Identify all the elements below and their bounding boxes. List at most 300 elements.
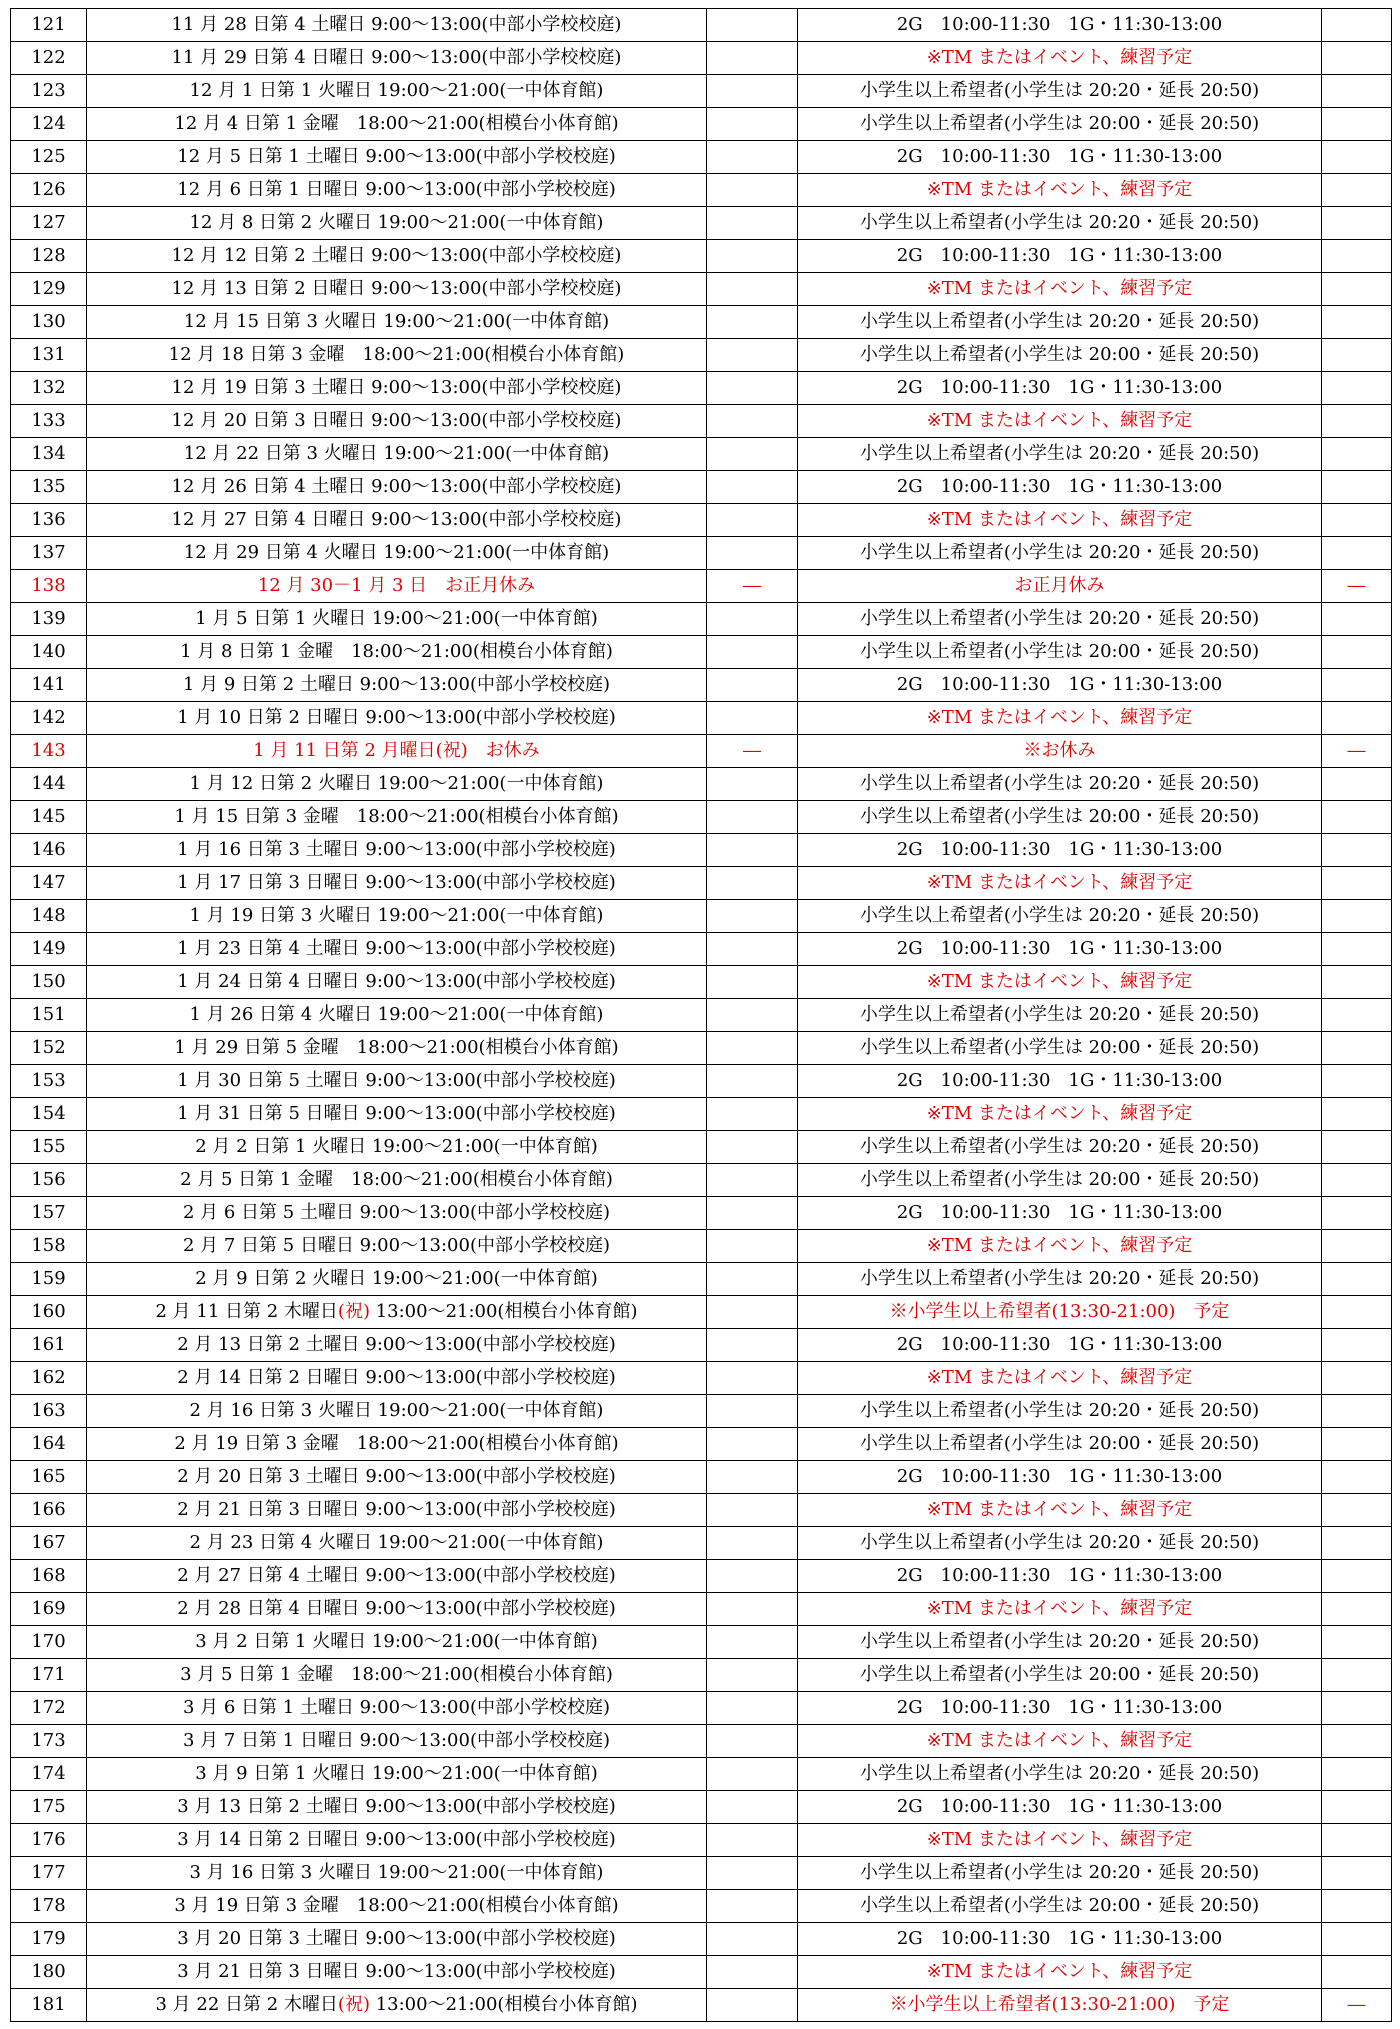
status-mark-cell: [707, 306, 798, 339]
end-mark-cell: [1322, 768, 1392, 801]
status-mark-cell: [707, 1857, 798, 1890]
note-cell: ※TM またはイベント、練習予定: [798, 1098, 1322, 1131]
table-row: [11, 42, 1392, 75]
end-mark-cell: [1322, 1329, 1392, 1362]
table-row: [11, 1131, 1392, 1164]
row-number: 172: [11, 1692, 87, 1725]
date-cell: 12 月 8 日第 2 火曜日 19:00～21:00(一中体育館): [87, 207, 707, 240]
table-row: [11, 174, 1392, 207]
row-number: 178: [11, 1890, 87, 1923]
table-row: [11, 1659, 1392, 1692]
date-cell: 2 月 16 日第 3 火曜日 19:00～21:00(一中体育館): [87, 1395, 707, 1428]
status-mark-cell: [707, 1956, 798, 1989]
end-mark-cell: [1322, 867, 1392, 900]
end-mark-cell: [1322, 1857, 1392, 1890]
note-cell: お正月休み: [798, 570, 1322, 603]
note-cell: 小学生以上希望者(小学生は 20:00・延長 20:50): [798, 1164, 1322, 1197]
note-cell: ※TM またはイベント、練習予定: [798, 966, 1322, 999]
date-cell: 3 月 14 日第 2 日曜日 9:00～13:00(中部小学校校庭): [87, 1824, 707, 1857]
status-mark-cell: [707, 1989, 798, 2022]
note-cell: 小学生以上希望者(小学生は 20:00・延長 20:50): [798, 636, 1322, 669]
row-number: 181: [11, 1989, 87, 2022]
table-row: [11, 405, 1392, 438]
table-row: [11, 1626, 1392, 1659]
row-number: 160: [11, 1296, 87, 1329]
date-cell: 1 月 15 日第 3 金曜 18:00～21:00(相模台小体育館): [87, 801, 707, 834]
end-mark-cell: [1322, 108, 1392, 141]
row-number: 131: [11, 339, 87, 372]
table-row: [11, 75, 1392, 108]
status-mark-cell: [707, 1428, 798, 1461]
status-mark-cell: [707, 900, 798, 933]
end-mark-cell: [1322, 306, 1392, 339]
table-row: [11, 1593, 1392, 1626]
date-cell: 3 月 9 日第 1 火曜日 19:00～21:00(一中体育館): [87, 1758, 707, 1791]
note-cell: ※TM またはイベント、練習予定: [798, 1494, 1322, 1527]
note-cell: 小学生以上希望者(小学生は 20:00・延長 20:50): [798, 801, 1322, 834]
date-cell: 2 月 20 日第 3 土曜日 9:00～13:00(中部小学校校庭): [87, 1461, 707, 1494]
date-cell: 12 月 15 日第 3 火曜日 19:00～21:00(一中体育館): [87, 306, 707, 339]
table-row: [11, 867, 1392, 900]
table-row: [11, 207, 1392, 240]
status-mark-cell: [707, 1098, 798, 1131]
row-number: 154: [11, 1098, 87, 1131]
end-mark-cell: [1322, 1296, 1392, 1329]
end-mark-cell: [1322, 537, 1392, 570]
status-mark-cell: [707, 603, 798, 636]
status-mark-cell: [707, 141, 798, 174]
end-mark-cell: [1322, 9, 1392, 42]
end-mark-cell: [1322, 1824, 1392, 1857]
end-mark-cell: [1322, 207, 1392, 240]
note-cell: ※TM またはイベント、練習予定: [798, 702, 1322, 735]
date-cell: 2 月 14 日第 2 日曜日 9:00～13:00(中部小学校校庭): [87, 1362, 707, 1395]
end-mark-cell: [1322, 471, 1392, 504]
status-mark-cell: [707, 1230, 798, 1263]
end-mark-cell: [1322, 1428, 1392, 1461]
table-row: [11, 537, 1392, 570]
note-cell: 2G 10:00-11:30 1G・11:30-13:00: [798, 1923, 1322, 1956]
date-cell: 12 月 19 日第 3 土曜日 9:00～13:00(中部小学校校庭): [87, 372, 707, 405]
table-row: [11, 702, 1392, 735]
status-mark-cell: [707, 834, 798, 867]
note-cell: 小学生以上希望者(小学生は 20:20・延長 20:50): [798, 1263, 1322, 1296]
end-mark-cell: [1322, 1494, 1392, 1527]
row-number: 132: [11, 372, 87, 405]
status-mark-cell: [707, 1362, 798, 1395]
status-mark-cell: [707, 108, 798, 141]
table-row: [11, 1725, 1392, 1758]
date-cell: 12 月 1 日第 1 火曜日 19:00～21:00(一中体育館): [87, 75, 707, 108]
note-cell: ※TM またはイベント、練習予定: [798, 1362, 1322, 1395]
end-mark-cell: [1322, 1032, 1392, 1065]
date-cell: 1 月 26 日第 4 火曜日 19:00～21:00(一中体育館): [87, 999, 707, 1032]
row-number: 156: [11, 1164, 87, 1197]
table-row: [11, 1296, 1392, 1329]
note-cell: 小学生以上希望者(小学生は 20:00・延長 20:50): [798, 108, 1322, 141]
row-number: 134: [11, 438, 87, 471]
status-mark-cell: [707, 537, 798, 570]
row-number: 146: [11, 834, 87, 867]
row-number: 159: [11, 1263, 87, 1296]
table-row: [11, 1197, 1392, 1230]
row-number: 128: [11, 240, 87, 273]
table-row: [11, 273, 1392, 306]
date-cell: 1 月 30 日第 5 土曜日 9:00～13:00(中部小学校校庭): [87, 1065, 707, 1098]
holiday-mark: (祝): [337, 1994, 370, 2015]
note-cell: ※TM またはイベント、練習予定: [798, 42, 1322, 75]
end-mark-cell: [1322, 933, 1392, 966]
table-row: [11, 1824, 1392, 1857]
row-number: 174: [11, 1758, 87, 1791]
table-row: [11, 1560, 1392, 1593]
end-mark-cell: [1322, 1725, 1392, 1758]
end-mark-cell: ―: [1322, 1989, 1392, 2022]
date-cell: 2 月 9 日第 2 火曜日 19:00～21:00(一中体育館): [87, 1263, 707, 1296]
note-cell: ※TM またはイベント、練習予定: [798, 1593, 1322, 1626]
date-cell: 1 月 9 日第 2 土曜日 9:00～13:00(中部小学校校庭): [87, 669, 707, 702]
table-row: [11, 1065, 1392, 1098]
row-number: 176: [11, 1824, 87, 1857]
end-mark-cell: [1322, 1890, 1392, 1923]
date-cell: 12 月 13 日第 2 日曜日 9:00～13:00(中部小学校校庭): [87, 273, 707, 306]
end-mark-cell: [1322, 702, 1392, 735]
status-mark-cell: [707, 1593, 798, 1626]
table-row: [11, 438, 1392, 471]
status-mark-cell: [707, 1197, 798, 1230]
end-mark-cell: [1322, 1560, 1392, 1593]
date-cell: 2 月 19 日第 3 金曜 18:00～21:00(相模台小体育館): [87, 1428, 707, 1461]
date-cell: 3 月 7 日第 1 日曜日 9:00～13:00(中部小学校校庭): [87, 1725, 707, 1758]
row-number: 133: [11, 405, 87, 438]
note-cell: ※TM またはイベント、練習予定: [798, 504, 1322, 537]
date-cell: 1 月 10 日第 2 日曜日 9:00～13:00(中部小学校校庭): [87, 702, 707, 735]
row-number: 175: [11, 1791, 87, 1824]
row-number: 137: [11, 537, 87, 570]
table-row: [11, 372, 1392, 405]
table-row: [11, 1230, 1392, 1263]
end-mark-cell: [1322, 1956, 1392, 1989]
row-number: 138: [11, 570, 87, 603]
schedule-table: [10, 8, 1392, 2022]
note-cell: 2G 10:00-11:30 1G・11:30-13:00: [798, 471, 1322, 504]
row-number: 161: [11, 1329, 87, 1362]
date-cell: 2 月 13 日第 2 土曜日 9:00～13:00(中部小学校校庭): [87, 1329, 707, 1362]
end-mark-cell: [1322, 1923, 1392, 1956]
row-number: 140: [11, 636, 87, 669]
end-mark-cell: ―: [1322, 570, 1392, 603]
status-mark-cell: [707, 1329, 798, 1362]
row-number: 139: [11, 603, 87, 636]
note-cell: 2G 10:00-11:30 1G・11:30-13:00: [798, 1791, 1322, 1824]
holiday-mark: (祝): [337, 1301, 370, 1322]
row-number: 135: [11, 471, 87, 504]
row-number: 157: [11, 1197, 87, 1230]
row-number: 166: [11, 1494, 87, 1527]
status-mark-cell: [707, 339, 798, 372]
end-mark-cell: [1322, 1131, 1392, 1164]
status-mark-cell: [707, 702, 798, 735]
row-number: 121: [11, 9, 87, 42]
date-cell: 2 月 2 日第 1 火曜日 19:00～21:00(一中体育館): [87, 1131, 707, 1164]
table-row: [11, 1956, 1392, 1989]
date-cell: 12 月 4 日第 1 金曜 18:00～21:00(相模台小体育館): [87, 108, 707, 141]
date-cell: 1 月 12 日第 2 火曜日 19:00～21:00(一中体育館): [87, 768, 707, 801]
row-number: 130: [11, 306, 87, 339]
table-row: [11, 1461, 1392, 1494]
date-cell: 3 月 21 日第 3 日曜日 9:00～13:00(中部小学校校庭): [87, 1956, 707, 1989]
status-mark-cell: [707, 240, 798, 273]
status-mark-cell: [707, 1791, 798, 1824]
status-mark-cell: [707, 636, 798, 669]
row-number: 123: [11, 75, 87, 108]
end-mark-cell: [1322, 669, 1392, 702]
row-number: 124: [11, 108, 87, 141]
date-cell: 11 月 28 日第 4 土曜日 9:00～13:00(中部小学校校庭): [87, 9, 707, 42]
note-cell: 小学生以上希望者(小学生は 20:20・延長 20:50): [798, 75, 1322, 108]
row-number: 152: [11, 1032, 87, 1065]
date-cell: 1 月 31 日第 5 日曜日 9:00～13:00(中部小学校校庭): [87, 1098, 707, 1131]
date-cell: 2 月 27 日第 4 土曜日 9:00～13:00(中部小学校校庭): [87, 1560, 707, 1593]
row-number: 168: [11, 1560, 87, 1593]
row-number: 127: [11, 207, 87, 240]
end-mark-cell: [1322, 1527, 1392, 1560]
end-mark-cell: [1322, 1263, 1392, 1296]
date-cell: 12 月 22 日第 3 火曜日 19:00～21:00(一中体育館): [87, 438, 707, 471]
date-cell: 3 月 16 日第 3 火曜日 19:00～21:00(一中体育館): [87, 1857, 707, 1890]
table-row: [11, 1494, 1392, 1527]
status-mark-cell: [707, 1626, 798, 1659]
status-mark-cell: [707, 1824, 798, 1857]
row-number: 169: [11, 1593, 87, 1626]
note-cell: 小学生以上希望者(小学生は 20:20・延長 20:50): [798, 1758, 1322, 1791]
table-row: [11, 1032, 1392, 1065]
status-mark-cell: [707, 9, 798, 42]
note-cell: 小学生以上希望者(小学生は 20:00・延長 20:50): [798, 1428, 1322, 1461]
note-cell: ※お休み: [798, 735, 1322, 768]
row-number: 122: [11, 42, 87, 75]
end-mark-cell: [1322, 372, 1392, 405]
end-mark-cell: [1322, 999, 1392, 1032]
note-cell: 2G 10:00-11:30 1G・11:30-13:00: [798, 933, 1322, 966]
table-row: [11, 306, 1392, 339]
note-cell: 2G 10:00-11:30 1G・11:30-13:00: [798, 240, 1322, 273]
note-cell: 2G 10:00-11:30 1G・11:30-13:00: [798, 372, 1322, 405]
status-mark-cell: [707, 42, 798, 75]
note-cell: ※TM またはイベント、練習予定: [798, 867, 1322, 900]
table-row: [11, 570, 1392, 603]
note-cell: 2G 10:00-11:30 1G・11:30-13:00: [798, 9, 1322, 42]
note-cell: 2G 10:00-11:30 1G・11:30-13:00: [798, 1197, 1322, 1230]
status-mark-cell: [707, 1263, 798, 1296]
status-mark-cell: ―: [707, 735, 798, 768]
status-mark-cell: [707, 1131, 798, 1164]
row-number: 180: [11, 1956, 87, 1989]
end-mark-cell: [1322, 339, 1392, 372]
status-mark-cell: [707, 1527, 798, 1560]
row-number: 155: [11, 1131, 87, 1164]
note-cell: 2G 10:00-11:30 1G・11:30-13:00: [798, 1692, 1322, 1725]
date-cell: 12 月 29 日第 4 火曜日 19:00～21:00(一中体育館): [87, 537, 707, 570]
note-cell: 2G 10:00-11:30 1G・11:30-13:00: [798, 834, 1322, 867]
note-cell: 小学生以上希望者(小学生は 20:20・延長 20:50): [798, 999, 1322, 1032]
date-cell: 12 月 26 日第 4 土曜日 9:00～13:00(中部小学校校庭): [87, 471, 707, 504]
table-row: [11, 669, 1392, 702]
status-mark-cell: [707, 999, 798, 1032]
date-cell: 11 月 29 日第 4 日曜日 9:00～13:00(中部小学校校庭): [87, 42, 707, 75]
table-row: [11, 1923, 1392, 1956]
row-number: 151: [11, 999, 87, 1032]
date-text: 3 月 22 日第 2 木曜日: [155, 1994, 338, 2015]
table-row: [11, 504, 1392, 537]
note-cell: 2G 10:00-11:30 1G・11:30-13:00: [798, 1461, 1322, 1494]
table-row: [11, 834, 1392, 867]
table-row: [11, 636, 1392, 669]
note-cell: ※小学生以上希望者(13:30-21:00) 予定: [798, 1296, 1322, 1329]
date-cell: 1 月 23 日第 4 土曜日 9:00～13:00(中部小学校校庭): [87, 933, 707, 966]
date-cell: 12 月 18 日第 3 金曜 18:00～21:00(相模台小体育館): [87, 339, 707, 372]
status-mark-cell: [707, 1758, 798, 1791]
status-mark-cell: [707, 207, 798, 240]
date-cell: 1 月 16 日第 3 土曜日 9:00～13:00(中部小学校校庭): [87, 834, 707, 867]
table-row: [11, 1857, 1392, 1890]
row-number: 136: [11, 504, 87, 537]
row-number: 142: [11, 702, 87, 735]
date-cell: 3 月 2 日第 1 火曜日 19:00～21:00(一中体育館): [87, 1626, 707, 1659]
note-cell: ※小学生以上希望者(13:30-21:00) 予定: [798, 1989, 1322, 2022]
date-cell: 2 月 23 日第 4 火曜日 19:00～21:00(一中体育館): [87, 1527, 707, 1560]
end-mark-cell: [1322, 504, 1392, 537]
table-row: [11, 1263, 1392, 1296]
row-number: 177: [11, 1857, 87, 1890]
status-mark-cell: [707, 405, 798, 438]
status-mark-cell: [707, 1692, 798, 1725]
table-row: [11, 801, 1392, 834]
status-mark-cell: [707, 1560, 798, 1593]
note-cell: ※TM またはイベント、練習予定: [798, 1230, 1322, 1263]
row-number: 129: [11, 273, 87, 306]
date-cell: 12 月 12 日第 2 土曜日 9:00～13:00(中部小学校校庭): [87, 240, 707, 273]
end-mark-cell: [1322, 966, 1392, 999]
date-cell: 3 月 5 日第 1 金曜 18:00～21:00(相模台小体育館): [87, 1659, 707, 1692]
note-cell: ※TM またはイベント、練習予定: [798, 1956, 1322, 1989]
row-number: 162: [11, 1362, 87, 1395]
row-number: 149: [11, 933, 87, 966]
date-cell: 2 月 6 日第 5 土曜日 9:00～13:00(中部小学校校庭): [87, 1197, 707, 1230]
end-mark-cell: [1322, 1164, 1392, 1197]
row-number: 145: [11, 801, 87, 834]
table-row: [11, 1527, 1392, 1560]
date-cell: 3 月 6 日第 1 土曜日 9:00～13:00(中部小学校校庭): [87, 1692, 707, 1725]
status-mark-cell: [707, 1461, 798, 1494]
table-row: [11, 108, 1392, 141]
note-cell: 小学生以上希望者(小学生は 20:20・延長 20:50): [798, 1626, 1322, 1659]
status-mark-cell: [707, 966, 798, 999]
date-cell: 1 月 8 日第 1 金曜 18:00～21:00(相模台小体育館): [87, 636, 707, 669]
table-row: [11, 900, 1392, 933]
end-mark-cell: [1322, 1395, 1392, 1428]
note-cell: 2G 10:00-11:30 1G・11:30-13:00: [798, 141, 1322, 174]
end-mark-cell: [1322, 1791, 1392, 1824]
end-mark-cell: [1322, 900, 1392, 933]
status-mark-cell: [707, 669, 798, 702]
status-mark-cell: [707, 933, 798, 966]
table-row: [11, 240, 1392, 273]
table-row: [11, 966, 1392, 999]
note-cell: 小学生以上希望者(小学生は 20:20・延長 20:50): [798, 768, 1322, 801]
status-mark-cell: [707, 1659, 798, 1692]
table-row: [11, 141, 1392, 174]
date-cell: 3 月 13 日第 2 土曜日 9:00～13:00(中部小学校校庭): [87, 1791, 707, 1824]
table-row: [11, 339, 1392, 372]
row-number: 144: [11, 768, 87, 801]
end-mark-cell: [1322, 1230, 1392, 1263]
date-cell: 1 月 29 日第 5 金曜 18:00～21:00(相模台小体育館): [87, 1032, 707, 1065]
date-cell: 12 月 20 日第 3 日曜日 9:00～13:00(中部小学校校庭): [87, 405, 707, 438]
status-mark-cell: [707, 75, 798, 108]
note-cell: 2G 10:00-11:30 1G・11:30-13:00: [798, 1329, 1322, 1362]
row-number: 163: [11, 1395, 87, 1428]
table-row: [11, 1989, 1392, 2022]
date-cell: 2 月 7 日第 5 日曜日 9:00～13:00(中部小学校校庭): [87, 1230, 707, 1263]
status-mark-cell: [707, 174, 798, 207]
note-cell: 小学生以上希望者(小学生は 20:20・延長 20:50): [798, 900, 1322, 933]
row-number: 141: [11, 669, 87, 702]
table-row: [11, 1164, 1392, 1197]
table-row: [11, 1758, 1392, 1791]
note-cell: 小学生以上希望者(小学生は 20:00・延長 20:50): [798, 1890, 1322, 1923]
note-cell: ※TM またはイベント、練習予定: [798, 273, 1322, 306]
table-row: [11, 1395, 1392, 1428]
end-mark-cell: [1322, 405, 1392, 438]
table-row: [11, 1890, 1392, 1923]
date-cell: 1 月 19 日第 3 火曜日 19:00～21:00(一中体育館): [87, 900, 707, 933]
date-cell: 12 月 27 日第 4 日曜日 9:00～13:00(中部小学校校庭): [87, 504, 707, 537]
status-mark-cell: [707, 438, 798, 471]
row-number: 158: [11, 1230, 87, 1263]
note-cell: 2G 10:00-11:30 1G・11:30-13:00: [798, 1560, 1322, 1593]
note-cell: 2G 10:00-11:30 1G・11:30-13:00: [798, 1065, 1322, 1098]
end-mark-cell: [1322, 240, 1392, 273]
status-mark-cell: [707, 1395, 798, 1428]
end-mark-cell: [1322, 1593, 1392, 1626]
status-mark-cell: [707, 1296, 798, 1329]
table-row: [11, 1692, 1392, 1725]
end-mark-cell: [1322, 636, 1392, 669]
note-cell: ※TM またはイベント、練習予定: [798, 1824, 1322, 1857]
status-mark-cell: [707, 471, 798, 504]
status-mark-cell: [707, 768, 798, 801]
status-mark-cell: [707, 1065, 798, 1098]
date-cell: 3 月 19 日第 3 金曜 18:00～21:00(相模台小体育館): [87, 1890, 707, 1923]
row-number: 167: [11, 1527, 87, 1560]
table-row: [11, 1362, 1392, 1395]
row-number: 126: [11, 174, 87, 207]
note-cell: 小学生以上希望者(小学生は 20:20・延長 20:50): [798, 306, 1322, 339]
date-text: 2 月 11 日第 2 木曜日: [155, 1301, 338, 1322]
row-number: 170: [11, 1626, 87, 1659]
date-cell: 1 月 24 日第 4 日曜日 9:00～13:00(中部小学校校庭): [87, 966, 707, 999]
end-mark-cell: ―: [1322, 735, 1392, 768]
row-number: 148: [11, 900, 87, 933]
date-cell: 12 月 5 日第 1 土曜日 9:00～13:00(中部小学校校庭): [87, 141, 707, 174]
end-mark-cell: [1322, 273, 1392, 306]
note-cell: 小学生以上希望者(小学生は 20:20・延長 20:50): [798, 1131, 1322, 1164]
status-mark-cell: [707, 1890, 798, 1923]
table-row: [11, 1329, 1392, 1362]
table-row: [11, 471, 1392, 504]
note-cell: 小学生以上希望者(小学生は 20:20・延長 20:50): [798, 438, 1322, 471]
